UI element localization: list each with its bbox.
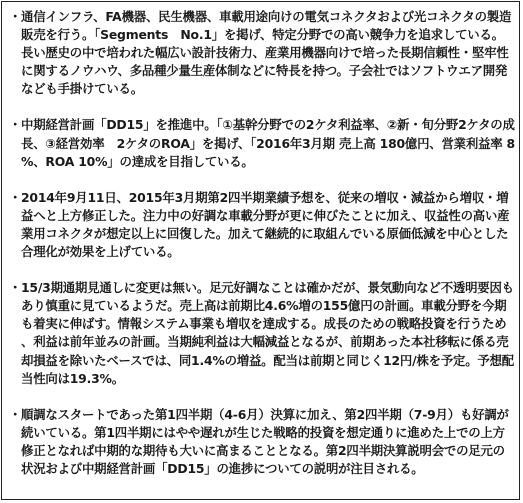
paragraph-full-year-outlook: 15/3期通期見通しに変更は無い。足元好調なことは確かだが、景気動向など不透明要因もあり慎重に見ているようだ。売上高は前期比4.6%増の155億円の計画。車載分野を今期も着実に伸ばす。情報システム事業も増収を達成する。成長のための戦略投資を行うため、利益は前年並みの計画。当期純利益は大幅減益となるが、前期あった本社移転に係る売却損益を除いたベースでは、同1.4%の増益。配当は前期と同じく12円/株を予定。予想配当性向は19.3%。 [21,280,514,386]
bullet-item-forecast-revision [9,189,515,261]
bullet-marker: ・ [9,9,22,24]
summary-box [1,1,520,500]
paragraph-quarterly-progress: 順調なスタートであった第1四半期（4-6月）決算に加え、第2四半期（7-9月）も好調が続いている。第1四半期にはやや遅れが生じた戦略的投資を想定通りに進めた上での上方修正となれば中期的な期待も大いに高まることとなる。第2四半期決算説明会での足元の状況および中期経営計画「DD15」の進捗についての説明が注目される。 [21,406,509,476]
bullet-item-quarterly-progress [9,406,515,478]
bullet-item-midterm-plan [9,116,515,170]
bullet-marker: ・ [9,189,22,205]
bullet-marker: ・ [9,280,22,296]
summary-content [9,8,515,478]
bullet-item-full-year-outlook [9,279,515,388]
bullet-marker: ・ [9,406,22,422]
paragraph-midterm-plan: 中期経営計画「DD15」を推進中。「①基幹分野での2ケタ利益率、②新・旬分野2ケタの成長、③経営効率 2ケタのROA」を掲げ、「2016年3月期 売上高 180億円、営業利益率 8%、ROA 10%」の達成を目指している。 [21,117,515,169]
paragraph-forecast-revision: 2014年9月11日、2015年3月期第2四半期業績予想を、従来の増収・減益から増収・増益へと上方修正した。注力中の好調な車載分野が更に伸びたことに加え、収益性の高い産業用コネクタが想定以上に回復した。加えて継続的に取組んでいる原価低減を中心とした合理化が効果を上げている。 [21,189,510,260]
paragraph-business-overview: 通信インフラ、FA機器、民生機器、車載用途向けの電気コネクタおよび光コネクタの製造販売を行う。「Segments No.1」を掲げ、特定分野での高い競争力を追求している。長い歴史の中で培われた幅広い設計技術力、産業用機器向けで培った長期信頼性・堅牢性に関するノウハウ、多品種少量生産体制などに特長を持つ。子会社ではソフトウエア開発なども手掛けている。 [21,9,512,97]
bullet-marker: ・ [9,117,22,133]
bullet-item-business-overview [9,8,515,98]
